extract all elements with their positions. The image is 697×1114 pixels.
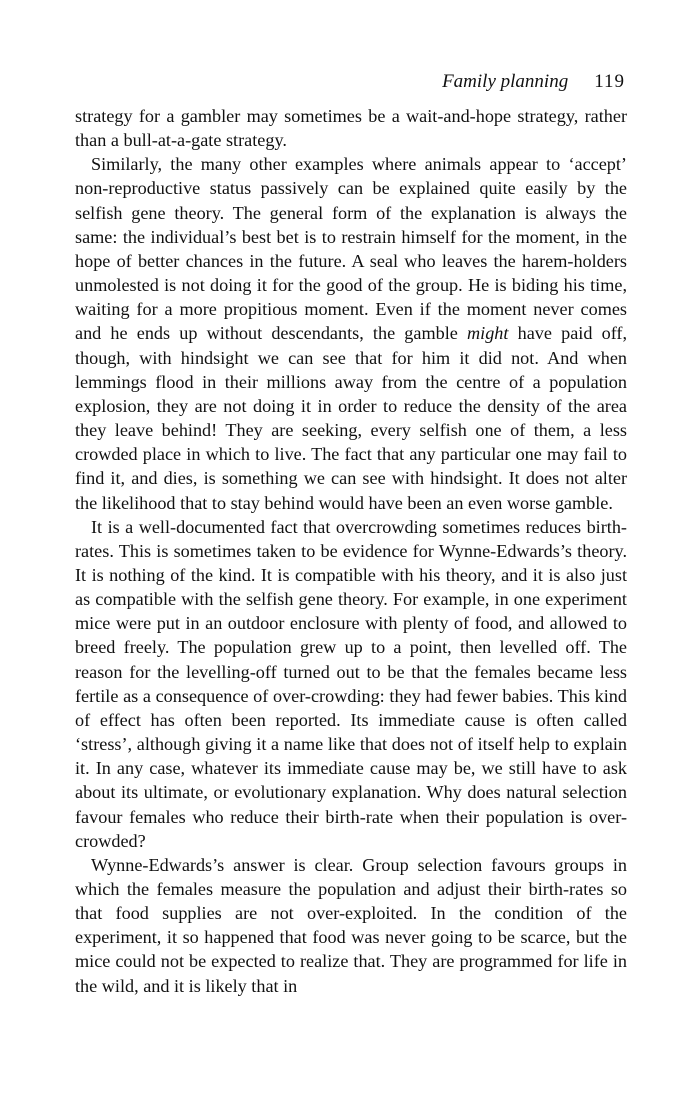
running-title: Family planning	[442, 71, 569, 92]
paragraph-2	[75, 152, 627, 514]
paragraph-3: It is a well-documented fact that overcrowding sometimes reduces birth-rates. This is sometimes taken to be evidence for Wynne-Edwards’s theory. It is nothing of the kind. It is compatible with his theory, and it is also just as compatible with the selfish gene theory. For example, in one experiment mice were put in an outdoor enclosure with plenty of food, and allowed to breed freely. The population grew up to a point, then levelled off. The reason for the levelling-off turned out to be that the females became less fertile as a consequence of over-crowding: they had fewer babies. This kind of effect has often been reported. Its immediate cause is often called ‘stress’, although giving it a name like that does not of itself help to explain it. In any case, whatever its immediate cause may be, we still have to ask about its ultimate, or evolutionary explanation. Why does natural selection favour females who reduce their birth-rate when their population is over-crowded?	[75, 516, 627, 851]
running-head	[75, 70, 625, 94]
paragraph-2-part-1: Similarly, the many other examples where animals appear to ‘accept’ non-reproductive status passively can be explained quite easily by the selfish gene theory. The general form of the explanation is always the same: the individual’s best bet is to restrain himself for the moment, in the hope of better chances in the future. A seal who leaves the harem-holders unmolested is not doing it for the good of the group. He is biding his time, waiting for a more propitious moment. Even if the moment never comes and he ends up without descendants, the gamble	[75, 154, 627, 344]
body-text	[75, 104, 627, 998]
emphasis-might: might	[467, 323, 509, 344]
paragraph-2-part-2: have paid off, though, with hindsight we can see that for him it did not. And when lemmings flood in their millions away from the centre of a population explosion, they are not doing it in order to reduce the density of the area they leave behind! They are seeking, every selfish one of them, a less crowded place in which to live. The fact that any particular one may fail to find it, and dies, is something we can see with hindsight. It does not alter the likelihood that to stay behind would have been an even worse gamble.	[75, 323, 628, 513]
page-number: 119	[594, 71, 625, 92]
paragraph-1: strategy for a gambler may sometimes be a wait-and-hope strategy, rather than a bull-at-a-gate strategy.	[75, 106, 627, 151]
paragraph-4: Wynne-Edwards’s answer is clear. Group selection favours groups in which the females measure the population and adjust their birth-rates so that food supplies are not over-exploited. In the condition of the experiment, it so happened that food was never going to be scarce, but the mice could not be expected to realize that. They are programmed for life in the wild, and it is likely that in	[75, 854, 627, 996]
